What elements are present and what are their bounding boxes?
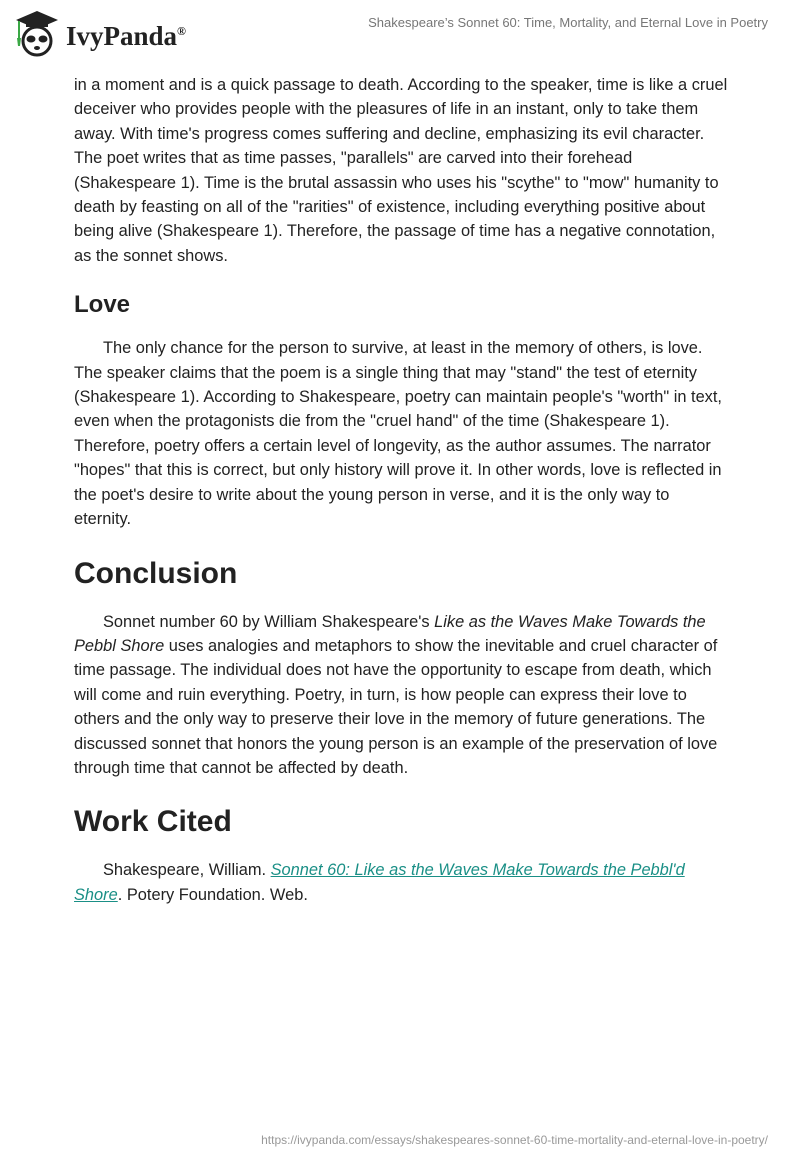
conclusion-heading: Conclusion: [74, 556, 238, 590]
page-url: https://ivypanda.com/essays/shakespeares-sonnet-60-time-mortality-and-eternal-love-in-poetry/: [261, 1133, 768, 1147]
document-title: Shakespeare’s Sonnet 60: Time, Mortality, and Eternal Love in Poetry: [368, 15, 768, 30]
citation: [74, 858, 728, 907]
works-cited-heading: Work Cited: [74, 805, 232, 839]
conclusion-text-start: Sonnet number 60 by William Shakespeare's: [103, 612, 435, 631]
love-paragraph: The only chance for the person to survive, at least in the memory of others, is love. The speaker claims that the poem is a single thing that may "stand" the test of eternity (Shakespeare 1). According to Shakespeare, poetry can maintain people's "worth" in text, even when the protagonists die from the "cruel hand" of the time (Shakespeare 1). Therefore, poetry offers a certain level of longevity, as the author assumes. The narrator "hopes" that this is correct, but only history will prove it. In other words, love is reflected in the poet's desire to write about the young person in verse, and it is the only way to eternity.: [74, 339, 722, 529]
logo-text: IvyPanda: [66, 20, 178, 51]
conclusion-paragraph: [74, 610, 728, 781]
essay-content: [74, 73, 728, 907]
conclusion-text-end: uses analogies and metaphors to show the inevitable and cruel character of time passage. The individual does not have the opportunity to escape from death, which will come and ruin everything. Poetry, in turn, is how people can express their love to others and the only way to preserve their love in the memory of future generations. The discussed sonnet that honors the young person is an example of the preservation of love through time that cannot be affected by death.: [74, 636, 718, 777]
registered-mark: ®: [177, 23, 187, 38]
sonnet-title: Like as the Waves Make Towards the Pebbl Shore: [74, 612, 706, 655]
panda-logo-icon: [12, 8, 62, 58]
citation-link[interactable]: Sonnet 60: Like as the Waves Make Towards the Pebbl'd Shore: [74, 861, 685, 904]
citation-publisher: . Potery Foundation. Web.: [117, 885, 308, 904]
ivypanda-logo[interactable]: [12, 8, 186, 58]
citation-author: Shakespeare, William.: [103, 861, 271, 880]
intro-paragraph: in a moment and is a quick passage to death. According to the speaker, time is like a cruel deceiver who provides people with the pleasures of life in an instant, only to take them away. With time's progress comes suffering and decline, emphasizing its evil character. The poet writes that as time passes, "parallels" are carved into their forehead (Shakespeare 1). Time is the brutal assassin who uses his "scythe" to "mow" humanity to death by feasting on all of the "rarities" of existence, including everything positive about being alive (Shakespeare 1). Therefore, the passage of time has a negative connotation, as the sonnet shows.: [74, 76, 728, 265]
love-heading: Love: [74, 291, 131, 319]
